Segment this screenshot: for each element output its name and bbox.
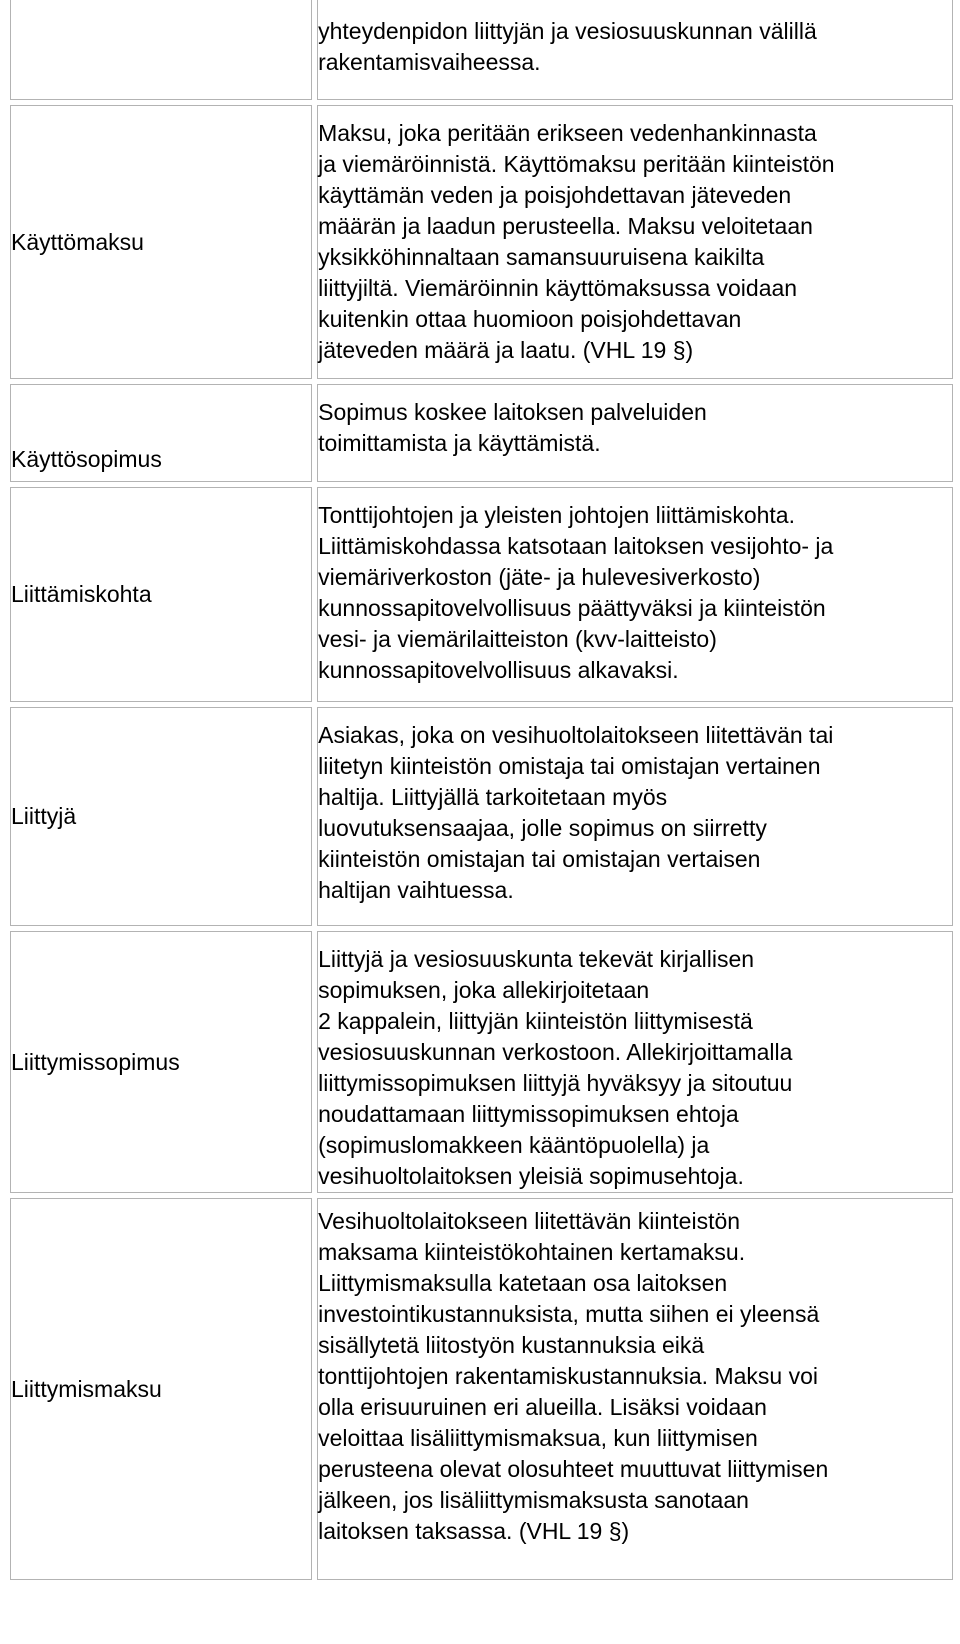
table-row bbox=[10, 105, 953, 379]
term-cell bbox=[10, 0, 312, 100]
table-row bbox=[10, 384, 953, 482]
table-row bbox=[10, 487, 953, 702]
definition-cell: Liittyjä ja vesiosuuskunta tekevät kirjallisen sopimuksen, joka allekirjoitetaan 2 kappalein, liittyjän kiinteistön liittymisestä vesiosuuskunnan verkostoon. Allekirjoittamalla liittymissopimuksen liittyjä hyväksyy ja sitoutuu noudattamaan liittymissopimuksen ehtoja (sopimuslomakkeen kääntöpuolella) ja vesihuoltolaitoksen yleisiä sopimusehtoja. bbox=[317, 931, 953, 1193]
table-row bbox=[10, 707, 953, 926]
table-row bbox=[10, 1198, 953, 1580]
term-cell: Liittyjä bbox=[10, 707, 312, 926]
term-cell: Käyttömaksu bbox=[10, 105, 312, 379]
definition-cell: yhteydenpidon liittyjän ja vesiosuuskunnan välillä rakentamisvaiheessa. bbox=[317, 0, 953, 100]
terms-table bbox=[5, 0, 958, 1585]
table-row bbox=[10, 931, 953, 1193]
definition-cell: Maksu, joka peritään erikseen vedenhankinnasta ja viemäröinnistä. Käyttömaksu peritään kiinteistön käyttämän veden ja poisjohdettavan jäteveden määrän ja laadun perusteella. Maksu veloitetaan yksikköhinnaltaan samansuuruisena kaikilta liittyjiltä. Viemäröinnin käyttömaksussa voidaan kuitenkin ottaa huomioon poisjohdettavan jäteveden määrä ja laatu. (VHL 19 §) bbox=[317, 105, 953, 379]
table-row bbox=[10, 0, 953, 100]
definition-cell: Tonttijohtojen ja yleisten johtojen liittämiskohta. Liittämiskohdassa katsotaan laitoksen vesijohto- ja viemäriverkoston (jäte- ja hulevesiverkosto) kunnossapitovelvollisuus päättyväksi ja kiinteistön vesi- ja viemärilaitteiston (kvv-laitteisto) kunnossapitovelvollisuus alkavaksi. bbox=[317, 487, 953, 702]
definition-cell: Sopimus koskee laitoksen palveluiden toimittamista ja käyttämistä. bbox=[317, 384, 953, 482]
definition-cell: Vesihuoltolaitokseen liitettävän kiinteistön maksama kiinteistökohtainen kertamaksu. Liittymismaksulla katetaan osa laitoksen investointikustannuksista, mutta siihen ei yleensä sisällytetä liitostyön kustannuksia eikä tonttijohtojen rakentamiskustannuksia. Maksu voi olla erisuuruinen eri alueilla. Lisäksi voidaan veloittaa lisäliittymismaksua, kun liittymisen perusteena olevat olosuhteet muuttuvat liittymisen jälkeen, jos lisäliittymismaksusta sanotaan laitoksen taksassa. (VHL 19 §) bbox=[317, 1198, 953, 1580]
term-cell: Käyttösopimus bbox=[10, 384, 312, 482]
term-cell: Liittämiskohta bbox=[10, 487, 312, 702]
term-cell: Liittymismaksu bbox=[10, 1198, 312, 1580]
term-cell: Liittymissopimus bbox=[10, 931, 312, 1193]
definition-cell: Asiakas, joka on vesihuoltolaitokseen liitettävän tai liitetyn kiinteistön omistaja tai omistajan vertainen haltija. Liittyjällä tarkoitetaan myös luovutuksensaajaa, jolle sopimus on siirretty kiinteistön omistajan tai omistajan vertaisen haltijan vaihtuessa. bbox=[317, 707, 953, 926]
